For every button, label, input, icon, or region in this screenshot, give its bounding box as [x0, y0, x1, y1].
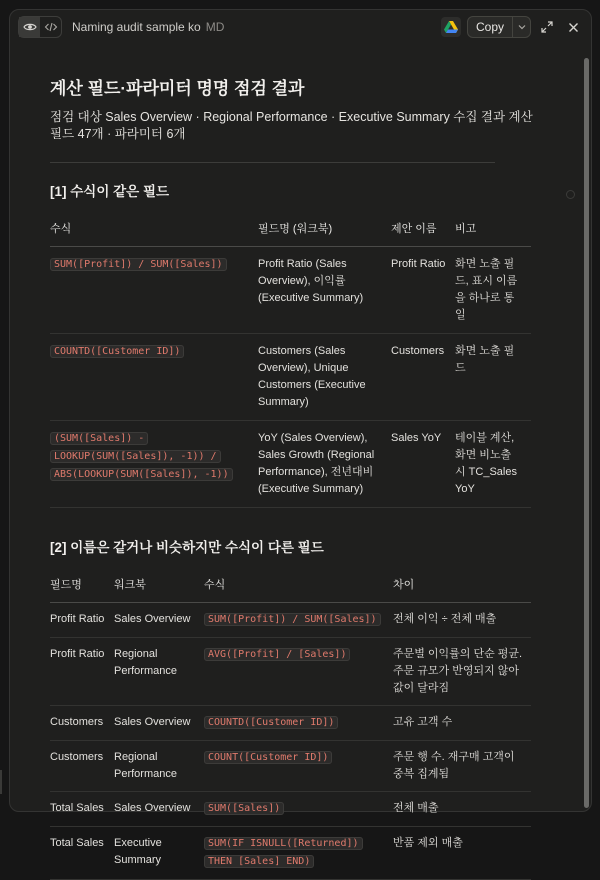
proposed-name-cell: Profit Ratio	[391, 247, 455, 334]
table-row	[50, 827, 531, 880]
note-cell: 화면 노출 필드, 표시 이름을 하나로 통일	[455, 247, 531, 334]
code-icon[interactable]	[40, 17, 61, 37]
difference-cell: 전체 매출	[393, 792, 531, 827]
table-row	[50, 741, 531, 792]
expand-icon[interactable]	[537, 17, 557, 37]
formula-code: COUNT([Customer ID])	[204, 751, 332, 764]
table-header-row	[50, 568, 531, 603]
document-content	[10, 44, 583, 867]
document-subtitle: 점검 대상 Sales Overview · Regional Performance · Executive Summary 수집 결과 계산 필드 47개 · 파라미터 6개	[50, 110, 533, 141]
scrollbar[interactable]	[584, 48, 589, 808]
table-row	[50, 638, 531, 706]
field-names-cell: YoY (Sales Overview), Sales Growth (Regional Performance), 전년대비 (Executive Summary)	[258, 421, 391, 508]
document-title: 계산 필드·파라미터 명명 점검 결과	[50, 79, 305, 98]
column-header: 워크북	[114, 568, 204, 603]
workbook-cell: Executive Summary	[114, 827, 204, 880]
field-name-cell: Total Sales	[50, 792, 114, 827]
copy-button[interactable]: Copy	[475, 20, 504, 34]
divider	[50, 162, 495, 163]
scrollbar-thumb[interactable]	[584, 58, 589, 808]
google-drive-icon[interactable]	[441, 17, 461, 37]
formula-code: COUNTD([Customer ID])	[204, 716, 338, 729]
column-header: 필드명	[50, 568, 114, 603]
field-names-cell: Profit Ratio (Sales Overview), 이익률 (Executive Summary)	[258, 247, 391, 334]
note-cell: 화면 노출 필드	[455, 334, 531, 421]
workbook-cell: Regional Performance	[114, 638, 204, 706]
formula-code: AVG([Profit] / [Sales])	[204, 648, 350, 661]
field-name-cell: Customers	[50, 741, 114, 792]
file-type-label: MD	[205, 20, 225, 34]
different-formula-table	[50, 568, 531, 880]
formula-code: (SUM([Sales]) - LOOKUP(SUM([Sales]), -1)) / ABS(LOOKUP(SUM([Sales]), -1))	[50, 432, 233, 481]
proposed-name-cell: Sales YoY	[391, 421, 455, 508]
field-name-cell: Profit Ratio	[50, 603, 114, 638]
table-row	[50, 247, 531, 334]
same-formula-table	[50, 212, 531, 508]
chevron-down-icon[interactable]	[512, 17, 530, 37]
formula-code: SUM([Profit]) / SUM([Sales])	[204, 613, 381, 626]
section-2-heading: [2] 이름은 같거나 비슷하지만 수식이 다른 필드	[50, 540, 324, 555]
table-row	[50, 421, 531, 508]
field-name-cell: Customers	[50, 706, 114, 741]
difference-cell: 주문별 이익률의 단순 평균. 주문 규모가 반영되지 않아 값이 달라짐	[393, 638, 531, 706]
proposed-name-cell: Customers	[391, 334, 455, 421]
column-header: 차이	[393, 568, 531, 603]
edge-marker	[0, 770, 2, 794]
eye-icon[interactable]	[19, 17, 40, 37]
column-header: 필드명 (워크북)	[258, 212, 391, 247]
note-cell: 테이블 계산, 화면 비노출 시 TC_Sales YoY	[455, 421, 531, 508]
table-row	[50, 334, 531, 421]
table-row	[50, 706, 531, 741]
artifact-window	[9, 9, 592, 867]
workbook-cell: Sales Overview	[114, 792, 204, 827]
table-row	[50, 792, 531, 827]
workbook-cell: Sales Overview	[114, 706, 204, 741]
title-bar	[10, 10, 591, 44]
formula-code: SUM([Profit]) / SUM([Sales])	[50, 258, 227, 271]
view-toggle	[18, 16, 62, 38]
workbook-cell: Regional Performance	[114, 741, 204, 792]
column-header: 수식	[204, 568, 393, 603]
workbook-cell: Sales Overview	[114, 603, 204, 638]
formula-code: COUNTD([Customer ID])	[50, 345, 184, 358]
column-header: 수식	[50, 212, 258, 247]
field-name-cell: Total Sales	[50, 827, 114, 880]
close-icon[interactable]	[563, 17, 583, 37]
window-title: Naming audit sample ko	[72, 20, 201, 34]
formula-code: SUM(IF ISNULL([Returned]) THEN [Sales] END)	[204, 837, 363, 868]
column-header: 비고	[455, 212, 531, 247]
column-header: 제안 이름	[391, 212, 455, 247]
table-row	[50, 603, 531, 638]
difference-cell: 주문 행 수. 재구매 고객이 중복 집계됨	[393, 741, 531, 792]
section-1-heading: [1] 수식이 같은 필드	[50, 184, 170, 199]
table-header-row	[50, 212, 531, 247]
difference-cell: 고유 고객 수	[393, 706, 531, 741]
side-indicator	[566, 190, 575, 199]
copy-button-group	[467, 16, 531, 38]
formula-code: SUM([Sales])	[204, 802, 284, 815]
difference-cell: 반품 제외 매출	[393, 827, 531, 880]
difference-cell: 전체 이익 ÷ 전체 매출	[393, 603, 531, 638]
field-names-cell: Customers (Sales Overview), Unique Customers (Executive Summary)	[258, 334, 391, 421]
field-name-cell: Profit Ratio	[50, 638, 114, 706]
